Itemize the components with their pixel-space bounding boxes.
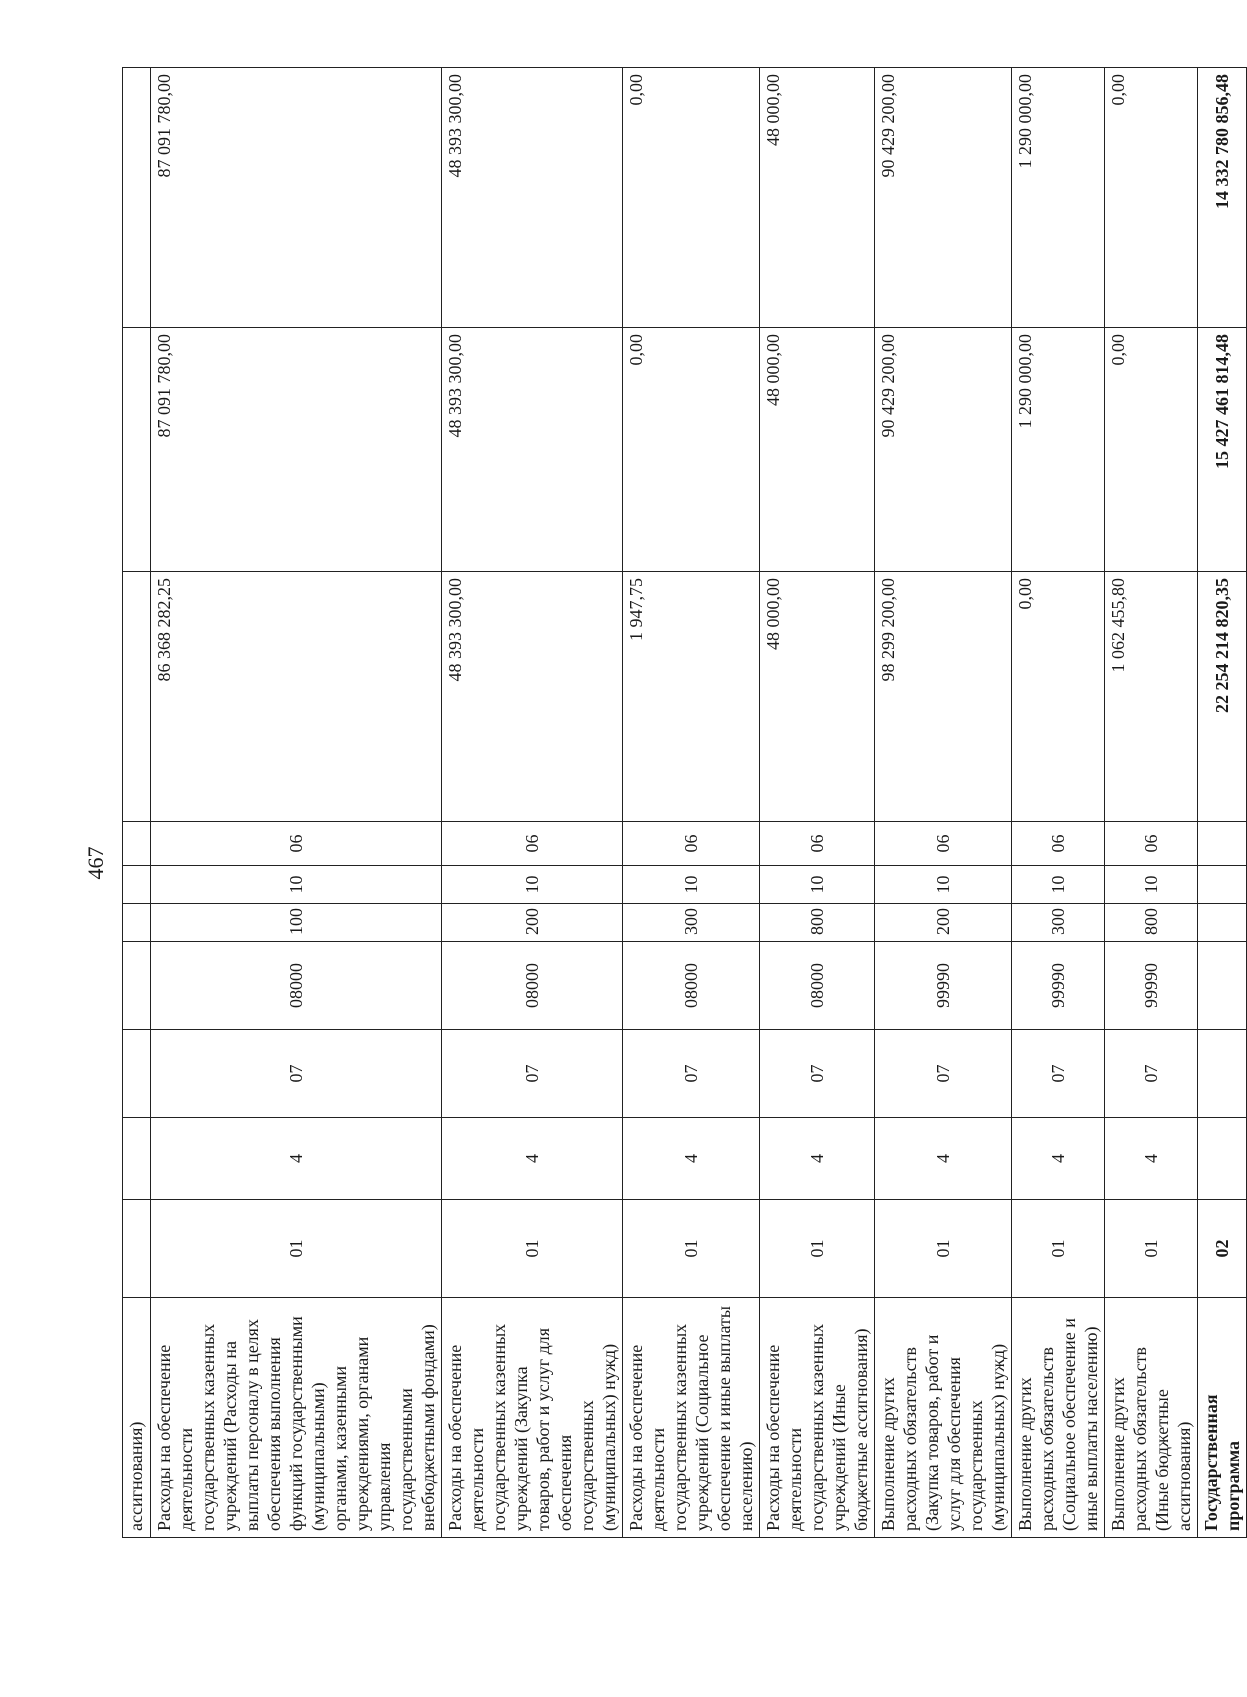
table-row — [1012, 68, 1105, 1538]
sum-col-3: 0,00 — [1105, 68, 1198, 328]
sum-col-3 — [123, 68, 151, 328]
section-code: 10 — [151, 866, 442, 904]
sum-col-1: 22 254 214 820,35 — [1198, 572, 1247, 822]
sum-col-3: 90 429 200,00 — [875, 68, 1012, 328]
table-row — [760, 68, 875, 1538]
table-row — [442, 68, 623, 1538]
subsection-code: 06 — [1012, 822, 1105, 866]
sum-col-2: 87 091 780,00 — [151, 328, 442, 572]
rotated-page-content — [122, 68, 1243, 1538]
sum-col-1: 48 393 300,00 — [442, 572, 623, 822]
row-name: Государственная программа — [1198, 1298, 1247, 1538]
main-event-code — [123, 1030, 151, 1118]
direction-code: 99990 — [1105, 942, 1198, 1030]
subsection-code: 06 — [151, 822, 442, 866]
main-event-code: 07 — [875, 1030, 1012, 1118]
subprogram-code: 4 — [442, 1118, 623, 1200]
sum-col-3: 14 332 780 856,48 — [1198, 68, 1247, 328]
row-name: Выполнение других расходных обязательств (Социальное обеспечение и иные выплаты населению) — [1012, 1298, 1105, 1538]
main-event-code: 07 — [151, 1030, 442, 1118]
sum-col-3: 0,00 — [623, 68, 760, 328]
direction-code: 99990 — [875, 942, 1012, 1030]
section-code: 10 — [760, 866, 875, 904]
expense-type-code: 800 — [760, 904, 875, 942]
subsection-code: 06 — [623, 822, 760, 866]
subsection-code: 06 — [875, 822, 1012, 866]
sum-col-2: 0,00 — [1105, 328, 1198, 572]
subsection-code — [123, 822, 151, 866]
sum-col-3: 48 000,00 — [760, 68, 875, 328]
sum-col-2 — [123, 328, 151, 572]
direction-code — [1198, 942, 1247, 1030]
section-code: 10 — [875, 866, 1012, 904]
direction-code: 08000 — [151, 942, 442, 1030]
main-event-code: 07 — [623, 1030, 760, 1118]
sum-col-2: 90 429 200,00 — [875, 328, 1012, 572]
section-code: 10 — [1105, 866, 1198, 904]
subprogram-code: 4 — [1012, 1118, 1105, 1200]
row-name: Расходы на обеспечение деятельности государственных казенных учреждений (Социальное обеспечение и иные выплаты населению) — [623, 1298, 760, 1538]
section-code: 10 — [1012, 866, 1105, 904]
section-code: 10 — [442, 866, 623, 904]
sum-col-3: 1 290 000,00 — [1012, 68, 1105, 328]
sum-col-1: 98 299 200,00 — [875, 572, 1012, 822]
main-event-code: 07 — [760, 1030, 875, 1118]
page-number: 467 — [83, 846, 108, 880]
table-row — [1105, 68, 1198, 1538]
subprogram-code: 4 — [875, 1118, 1012, 1200]
subprogram-code: 4 — [151, 1118, 442, 1200]
table-row — [151, 68, 442, 1538]
subsection-code: 06 — [442, 822, 623, 866]
sum-col-2: 0,00 — [623, 328, 760, 572]
section-code — [123, 866, 151, 904]
expense-type-code: 300 — [1012, 904, 1105, 942]
gp-code: 02 — [1198, 1200, 1247, 1298]
direction-code: 08000 — [760, 942, 875, 1030]
table-row — [123, 68, 151, 1538]
subprogram-code: 4 — [1105, 1118, 1198, 1200]
gp-code: 01 — [760, 1200, 875, 1298]
expense-type-code: 300 — [623, 904, 760, 942]
subprogram-code — [1198, 1118, 1247, 1200]
row-name: ассигнования) — [123, 1298, 151, 1538]
sum-col-1: 86 368 282,25 — [151, 572, 442, 822]
row-name: Выполнение других расходных обязательств (Закупка товаров, работ и услуг для обеспечения государственных (муниципальных) нужд) — [875, 1298, 1012, 1538]
budget-table — [122, 67, 1247, 1538]
sum-col-2: 48 393 300,00 — [442, 328, 623, 572]
sum-col-1: 48 000,00 — [760, 572, 875, 822]
subprogram-code: 4 — [623, 1118, 760, 1200]
expense-type-code — [123, 904, 151, 942]
direction-code — [123, 942, 151, 1030]
sum-col-1: 1 062 455,80 — [1105, 572, 1198, 822]
sum-col-2: 48 000,00 — [760, 328, 875, 572]
table-row-total — [1198, 68, 1247, 1538]
main-event-code: 07 — [442, 1030, 623, 1118]
section-code: 10 — [623, 866, 760, 904]
section-code — [1198, 866, 1247, 904]
row-name: Выполнение других расходных обязательств (Иные бюджетные ассигнования) — [1105, 1298, 1198, 1538]
gp-code: 01 — [442, 1200, 623, 1298]
gp-code: 01 — [623, 1200, 760, 1298]
sum-col-2: 15 427 461 814,48 — [1198, 328, 1247, 572]
main-event-code: 07 — [1012, 1030, 1105, 1118]
subprogram-code: 4 — [760, 1118, 875, 1200]
gp-code: 01 — [1012, 1200, 1105, 1298]
subsection-code — [1198, 822, 1247, 866]
main-event-code: 07 — [1105, 1030, 1198, 1118]
row-name: Расходы на обеспечение деятельности государственных казенных учреждений (Расходы на выплаты персоналу в целях обеспечения выполнения функций государственными (муниципальными) органами, казенными учреждениями, органами управления государственными внебюджетными фондами) — [151, 1298, 442, 1538]
direction-code: 08000 — [623, 942, 760, 1030]
sum-col-3: 48 393 300,00 — [442, 68, 623, 328]
sum-col-2: 1 290 000,00 — [1012, 328, 1105, 572]
gp-code: 01 — [1105, 1200, 1198, 1298]
sum-col-1: 0,00 — [1012, 572, 1105, 822]
subsection-code: 06 — [760, 822, 875, 866]
expense-type-code: 200 — [442, 904, 623, 942]
sum-col-1 — [123, 572, 151, 822]
table-row — [875, 68, 1012, 1538]
row-name: Расходы на обеспечение деятельности государственных казенных учреждений (Закупка товаров, работ и услуг для обеспечения государственных (муниципальных) нужд) — [442, 1298, 623, 1538]
sum-col-3: 87 091 780,00 — [151, 68, 442, 328]
table-row — [623, 68, 760, 1538]
gp-code: 01 — [151, 1200, 442, 1298]
gp-code — [123, 1200, 151, 1298]
expense-type-code: 100 — [151, 904, 442, 942]
direction-code: 08000 — [442, 942, 623, 1030]
gp-code: 01 — [875, 1200, 1012, 1298]
expense-type-code: 200 — [875, 904, 1012, 942]
row-name: Расходы на обеспечение деятельности государственных казенных учреждений (Иные бюджетные ассигнования) — [760, 1298, 875, 1538]
expense-type-code: 800 — [1105, 904, 1198, 942]
direction-code: 99990 — [1012, 942, 1105, 1030]
sum-col-1: 1 947,75 — [623, 572, 760, 822]
main-event-code — [1198, 1030, 1247, 1118]
subprogram-code — [123, 1118, 151, 1200]
subsection-code: 06 — [1105, 822, 1198, 866]
expense-type-code — [1198, 904, 1247, 942]
